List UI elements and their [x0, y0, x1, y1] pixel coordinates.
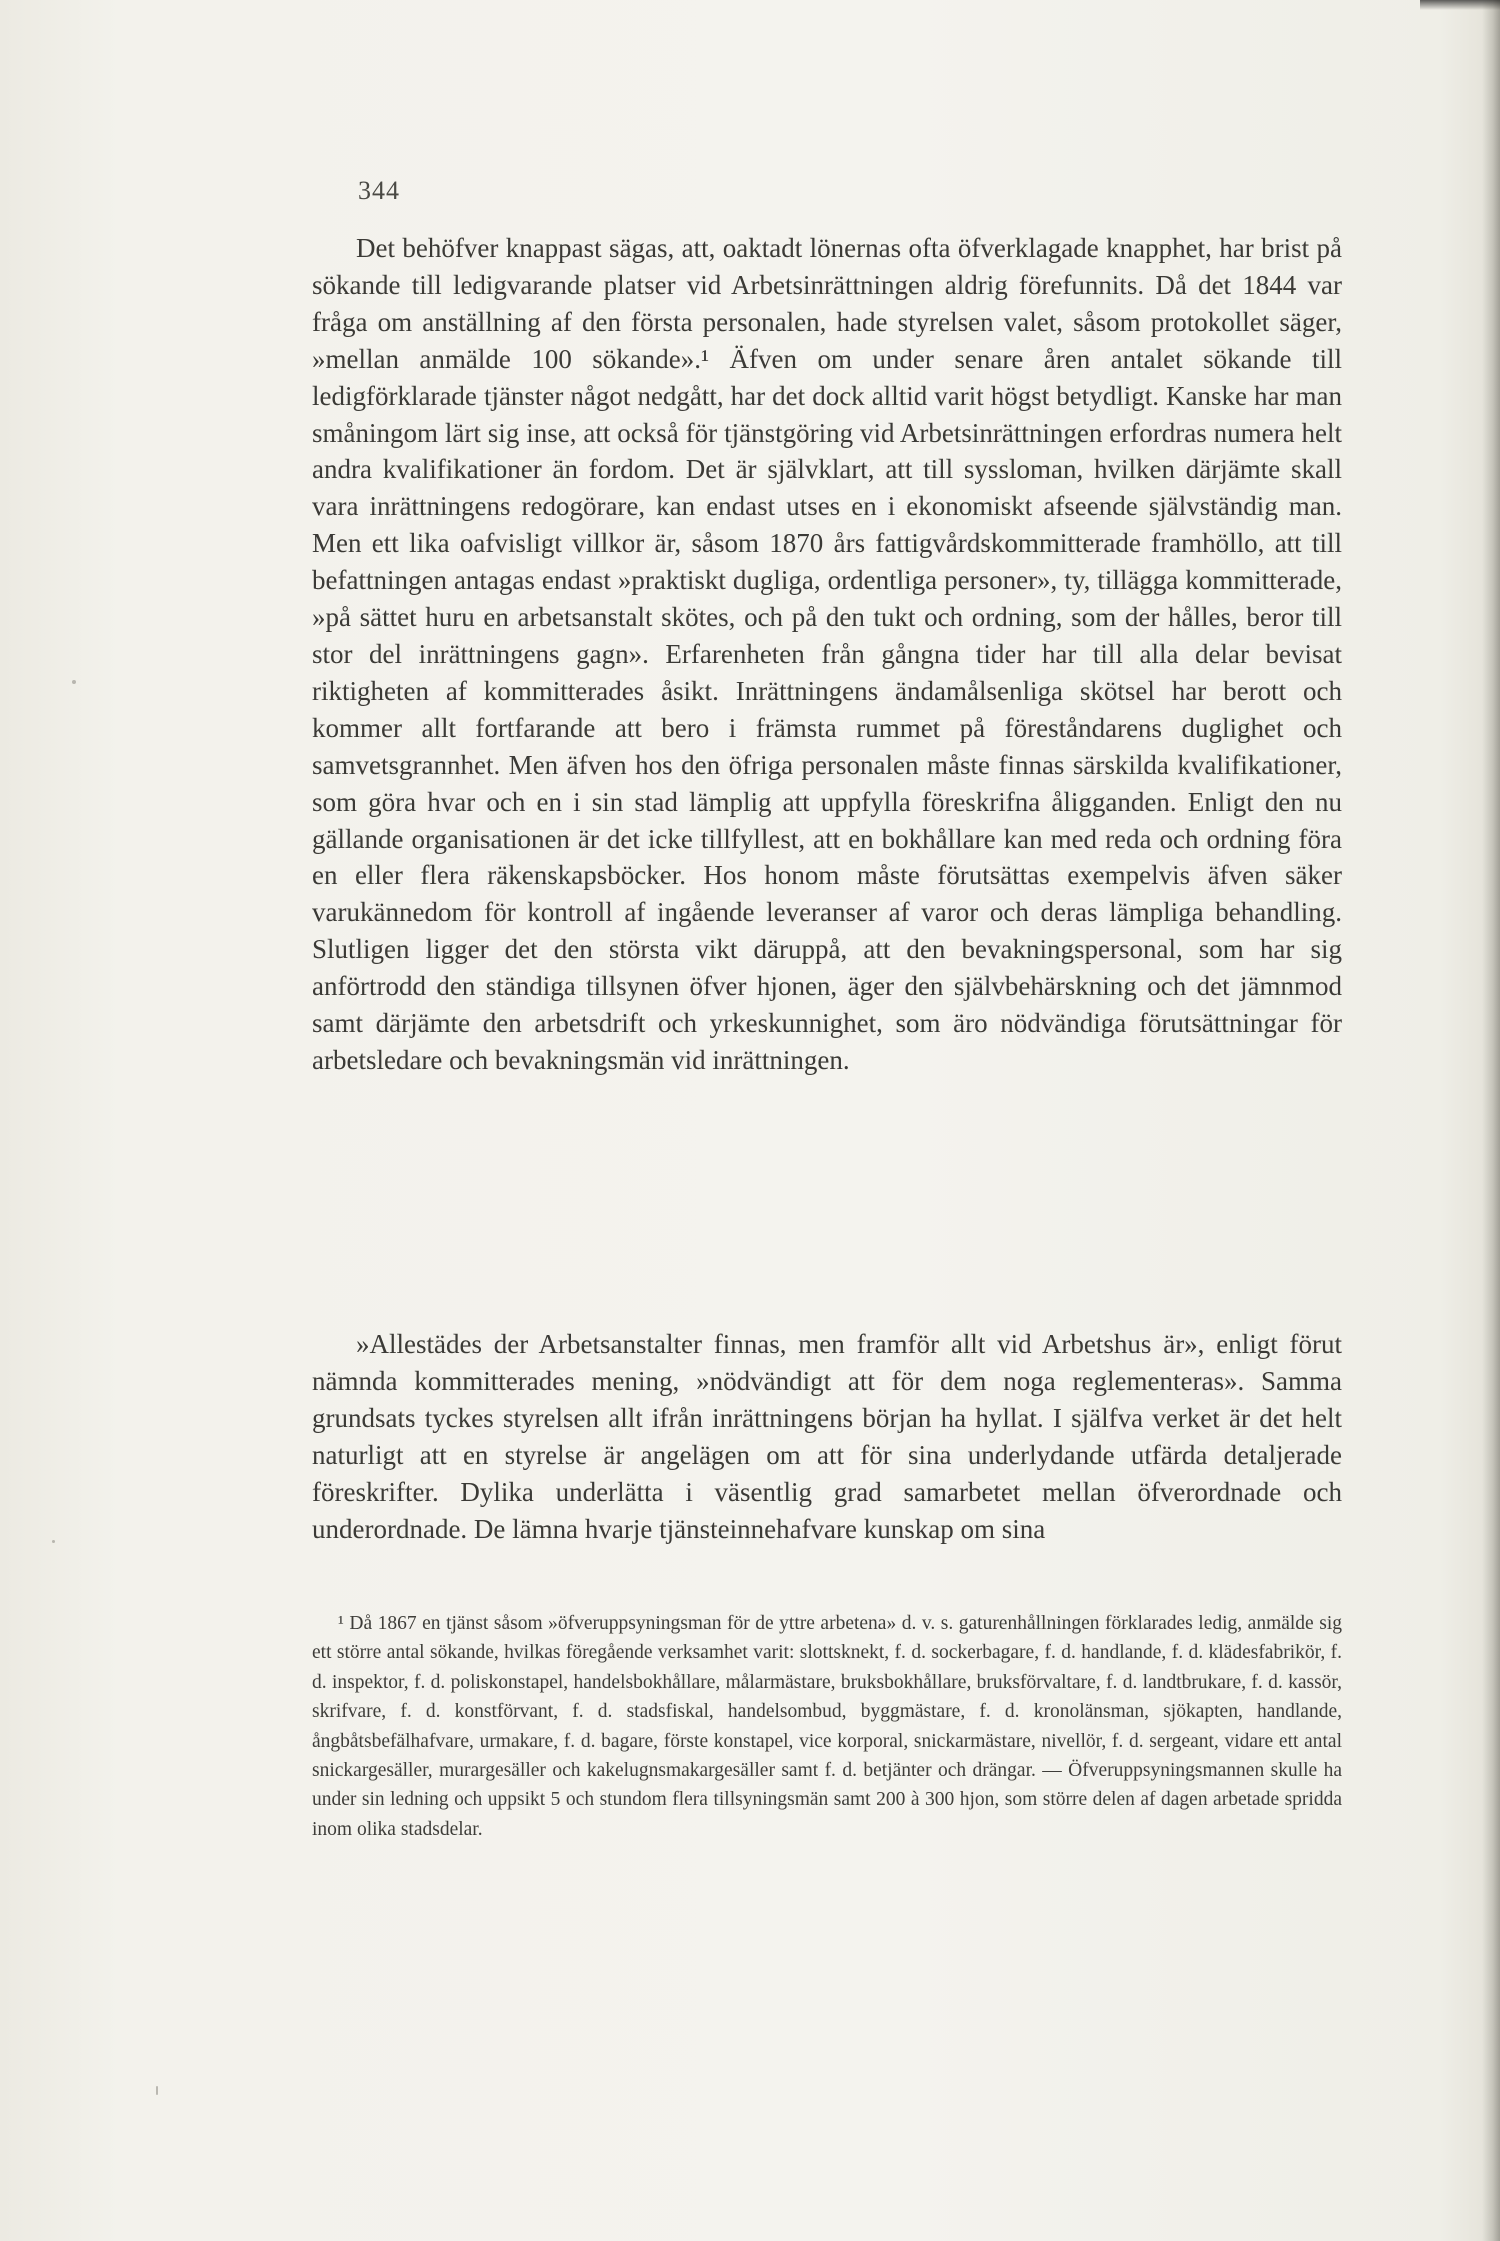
scan-speck — [72, 680, 76, 684]
body-paragraph-2: »Allestädes der Arbetsanstalter finnas, men framför allt vid Arbetshus är», enligt förut nämnda kommitterades mening, »nödvändigt att för dem noga reglementeras». Samma grundsats tyckes styrelsen allt ifrån inrättningens början ha hyllat. I själfva verket är det helt naturligt att en styrelse är angelägen om att för sina underlydande utfärda detaljerade föreskrifter. Dylika underlätta i väsentlig grad samarbetet mellan öfverordnade och underordnade. De lämna hvarje tjänsteinnehafvare kunskap om sina — [312, 1329, 1342, 1544]
page-number: 344 — [358, 176, 400, 205]
scan-speck — [156, 2086, 158, 2095]
footnote: ¹ Då 1867 en tjänst såsom »öfveruppsyningsman för de yttre arbetena» d. v. s. gaturenhållningen förklarades ledig, anmälde sig ett större antal sökande, hvilkas föregående verksamhet varit: slottsknekt, f. d. sockerbagare, f. d. handlande, f. d. klädesfabrikör, f. d. inspektor, f. d. poliskonstapel, handelsbokhållare, målarmästare, bruksbokhållare, bruksförvaltare, f. d. landtbrukare, f. d. kassör, skrifvare, f. d. konstförvant, f. d. stadsfiskal, handelsombud, byggmästare, f. d. kronolänsman, sjökapten, handlande, ångbåtsbefälhafvare, urmakare, f. d. bagare, förste konstapel, vice korporal, snickarmästare, nivellör, f. d. sergeant, vidare ett antal snickargesäller, murargesäller och kakelugnsmakargesäller samt f. d. betjänter och drängar. — Öfveruppsyningsmannen skulle ha under sin ledning och uppsikt 5 och stundom flera tillsyningsmän samt 200 à 300 hjon, som större delen af dagen arbetade spridda inom olika stadsdelar. — [312, 1613, 1342, 1840]
body-paragraph-1: Det behöfver knappast sägas, att, oaktadt lönernas ofta öfverklagade knapphet, har brist på sökande till ledigvarande platser vid Arbetsinrättningen aldrig förefunnits. Då det 1844 var fråga om anställning af den första personalen, hade styrelsen valet, såsom protokollet säger, »mellan anmälde 100 sökande».¹ Äfven om under senare åren antalet sökande till ledigförklarade tjänster något nedgått, har det dock alltid varit högst betydligt. Kanske har man småningom lärt sig inse, att också för tjänstgöring vid Arbetsinrättningen erfordras numera helt andra kvalifikationer än fordom. Det är självklart, att till syssloman, hvilken därjämte skall vara inrättningens redogörare, kan endast utses en i ekonomiskt afseende självständig man. Men ett lika oafvisligt villkor är, såsom 1870 års fattigvårdskommitterade framhöllo, att till befattningen antagas endast »praktiskt dugliga, ordentliga personer», ty, tillägga kommitterade, »på sättet huru en arbetsanstalt skötes, och på den tukt och ordning, som der hålles, beror till stor del inrättningens gagn». Erfarenheten från gångna tider har till alla delar bevisat riktigheten af kommitterades åsikt. Inrättningens ändamålsenliga skötsel har berott och kommer allt fortfarande att bero i främsta rummet på föreståndarens duglighet och samvetsgrannhet. Men äfven hos den öfriga personalen måste finnas särskilda kvalifikationer, som göra hvar och en i sin stad lämplig att uppfylla föreskrifna åligganden. Enligt den nu gällande organisationen är det icke tillfyllest, att en bokhållare kan med reda och ordning föra en eller flera räkenskapsböcker. Hos honom måste förutsättas exempelvis äfven säker varukännedom för kontroll af ingående leveranser af varor och deras lämpliga behandling. Slutligen ligger det den största vikt däruppå, att den bevakningspersonal, som har sig anförtrodd den ständiga tillsynen öfver hjonen, äger den självbehärskning och det jämnmod samt därjämte den arbetsdrift och yrkeskunnighet, som äro nödvändiga förutsättningar för arbetsledare och bevakningsmän vid inrättningen. — [312, 233, 1342, 1075]
page-edge-shadow — [1482, 0, 1500, 2241]
scan-speck — [52, 1540, 55, 1543]
